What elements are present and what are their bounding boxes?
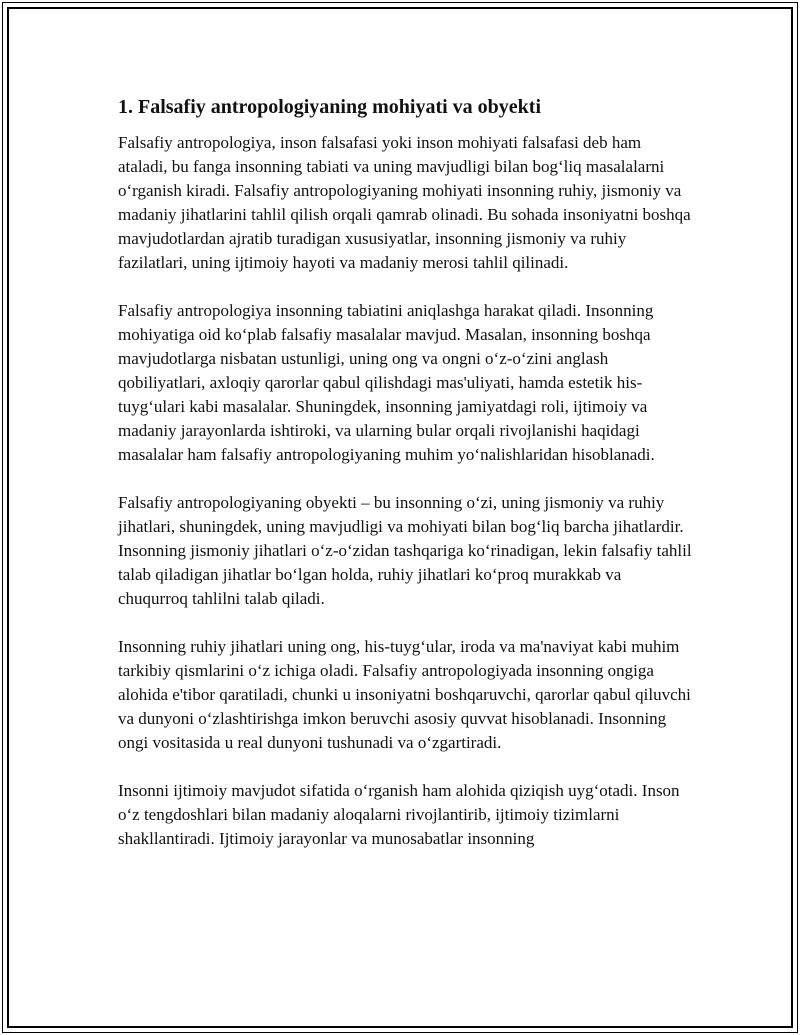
paragraph-1: Falsafiy antropologiya, inson falsafasi yoki inson mohiyati falsafasi deb ham ataladi, bu fanga insonning tabiati va uning mavjudligi bilan bog‘liq masalalarni o‘rganish kiradi. Falsafiy antropologiyaning mohiyati insonning ruhiy, jismoniy va madaniy jihatlarini tahlil qilish orqali qamrab olinadi. Bu sohada insoniyatni boshqa mavjudotlardan ajratib turadigan xususiyatlar, insonning jismoniy va ruhiy fazilatlari, uning ijtimoiy hayoti va madaniy merosi tahlil qilinadi. (118, 133, 691, 272)
paragraph-4: Insonning ruhiy jihatlari uning ong, his-tuyg‘ular, iroda va ma'naviyat kabi muhim tarkibiy qismlarini o‘z ichiga oladi. Falsafiy antropologiyada insonning ongiga alohida e'tibor qaratiladi, chunki u insoniyatni boshqaruvchi, qarorlar qabul qiluvchi va dunyoni o‘zlashtirishga imkon beruvchi asosiy quvvat hisoblanadi. Insonning ongi vositasida u real dunyoni tushunadi va o‘zgartiradi. (118, 637, 691, 752)
section-heading: 1. Falsafiy antropologiyaning mohiyati va obyekti (118, 96, 542, 118)
paragraph-3: Falsafiy antropologiyaning obyekti – bu insonning o‘zi, uning jismoniy va ruhiy jihatlari, shuningdek, uning mavjudligi va mohiyati bilan bog‘liq barcha jihatlardir. Insonning jismoniy jihatlari o‘z-o‘zidan tashqariga ko‘rinadigan, lekin falsafiy tahlil talab qiladigan jihatlar bo‘lgan holda, ruhiy jihatlari ko‘proq murakkab va chuqurroq tahlilni talab qiladi. (118, 493, 692, 608)
paragraph-5: Insonni ijtimoiy mavjudot sifatida o‘rganish ham alohida qiziqish uyg‘otadi. Inson o‘z tengdoshlari bilan madaniy aloqalarni rivojlantirib, ijtimoiy tizimlarni shakllantiradi. Ijtimoiy jarayonlar va munosabatlar insonning (118, 781, 680, 848)
document-body (118, 93, 693, 875)
paragraph-2: Falsafiy antropologiya insonning tabiatini aniqlashga harakat qiladi. Insonning mohiyatiga oid ko‘plab falsafiy masalalar mavjud. Masalan, insonning boshqa mavjudotlarga nisbatan ustunligi, uning ong va ongni o‘z-o‘zini anglash qobiliyatlari, axloqiy qarorlar qabul qilishdagi mas'uliyati, hamda estetik his-tuyg‘ulari kabi masalalar. Shuningdek, insonning jamiyatdagi roli, ijtimoiy va madaniy jarayonlarda ishtiroki, va ularning bular orqali rivojlanishi haqidagi masalalar ham falsafiy antropologiyaning muhim yo‘nalishlaridan hisoblanadi. (118, 301, 655, 464)
